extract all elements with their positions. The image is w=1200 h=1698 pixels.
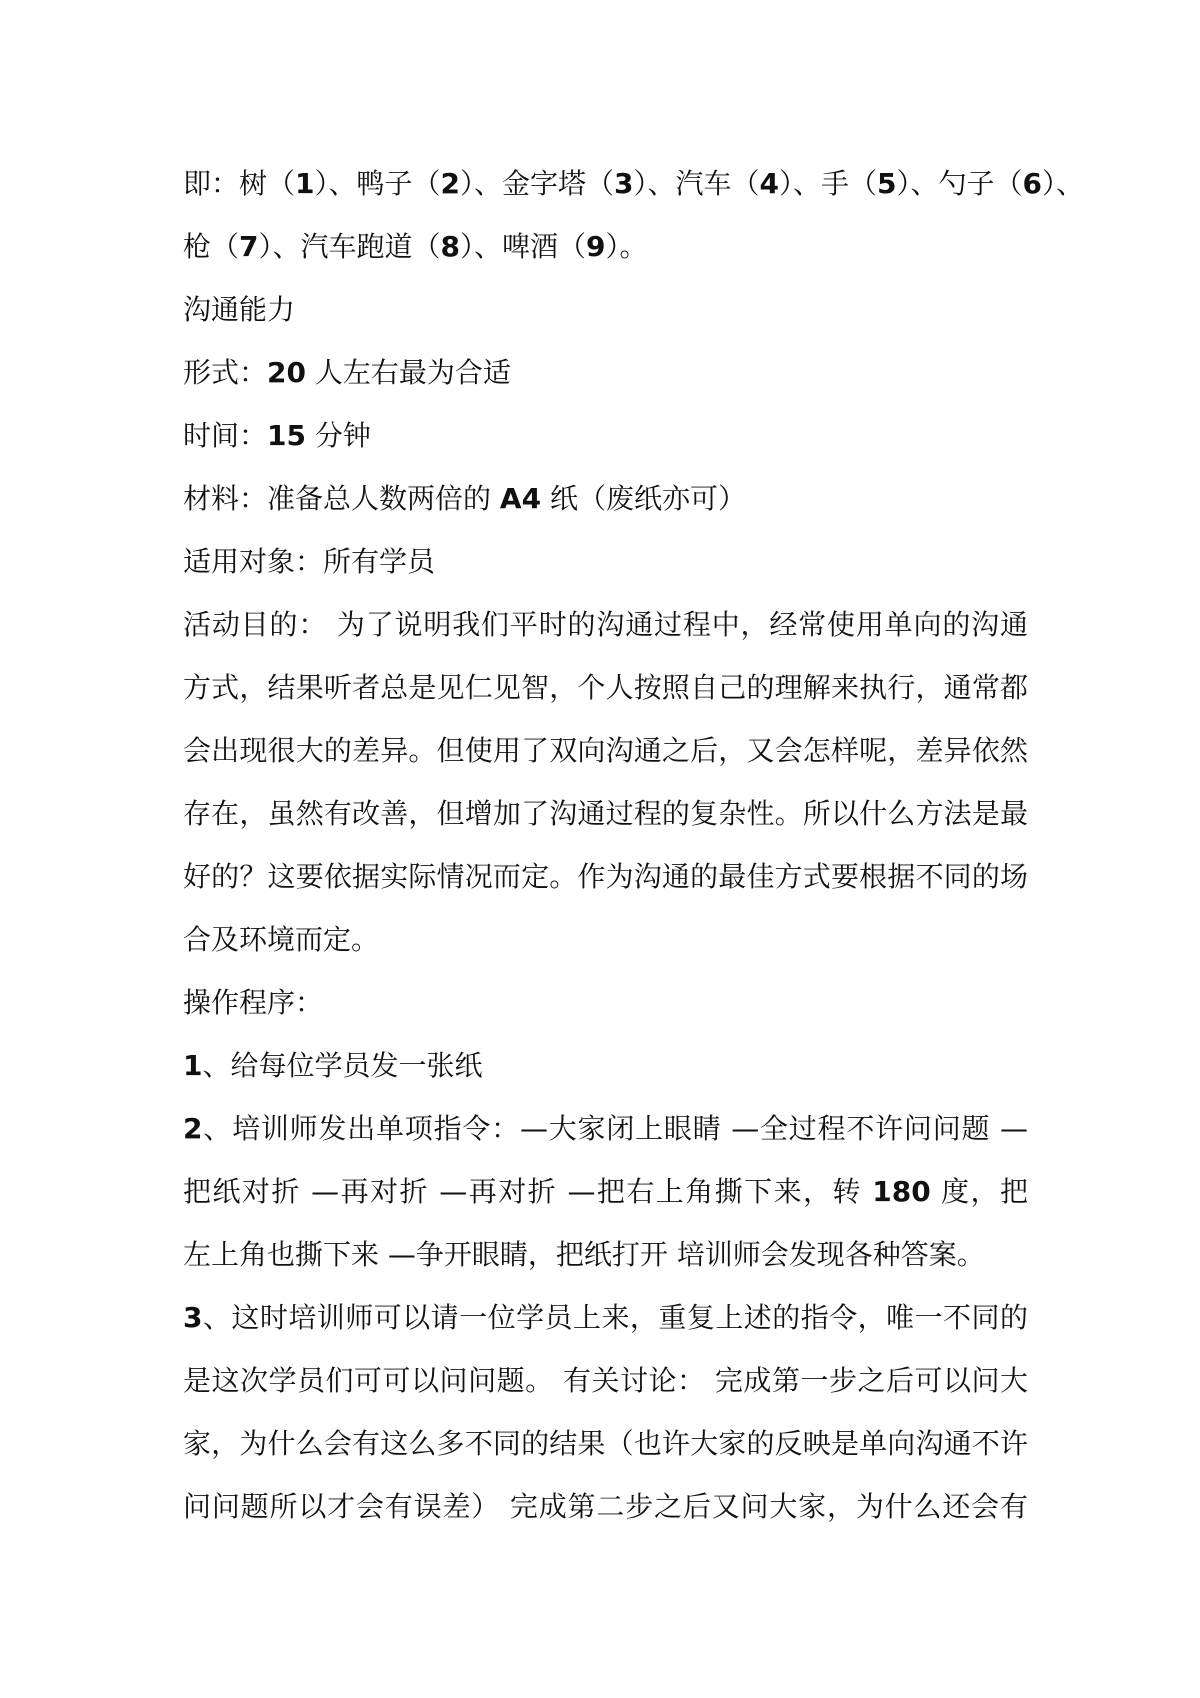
text-run: 沟通能力: [183, 293, 296, 326]
text-run: 分钟: [305, 419, 371, 452]
text-run: A4: [499, 482, 542, 515]
text-run: 20: [267, 356, 306, 389]
text-run: 2: [183, 1112, 203, 1145]
text-run: 3: [614, 167, 634, 200]
text-run: 、给每位学员发一张纸: [202, 1049, 483, 1082]
step-2-line-2: [183, 1160, 1028, 1223]
enumeration-line-1: [183, 152, 1085, 215]
enumeration-line-2: [183, 215, 1028, 278]
text-run: 材料：准备总人数两倍的: [183, 482, 500, 515]
materials-line: [183, 467, 1028, 530]
text-run: 问问题所以才会有误差） 完成第二步之后又问大家，为什么还会有: [183, 1490, 1028, 1523]
purpose-line-4: [183, 782, 1028, 845]
text-run: 度，把: [930, 1175, 1028, 1208]
text-run: 存在，虽然有改善，但增加了沟通过程的复杂性。所以什么方法是最: [183, 797, 1028, 830]
purpose-line-2: [183, 656, 1028, 719]
step-2-line-1: [183, 1097, 1028, 1160]
text-run: 、培训师发出单项指令：—大家闭上眼睛 —全过程不许问问题 —: [202, 1112, 1028, 1145]
step-2-line-3: [183, 1223, 1028, 1286]
purpose-line-3: [183, 719, 1028, 782]
text-run: 7: [239, 230, 259, 263]
text-run: ）、勺子（: [896, 167, 1023, 200]
text-run: 左上角也撕下来 —争开眼睛，把纸打开 培训师会发现各种答案。: [183, 1238, 985, 1271]
text-run: ）、汽车跑道（: [258, 230, 441, 263]
text-run: ）、金字塔（: [460, 167, 615, 200]
text-run: ）、鸭子（: [314, 167, 441, 200]
text-run: 8: [440, 230, 460, 263]
text-run: 会出现很大的差异。但使用了双向沟通之后，又会怎样呢，差异依然: [183, 734, 1028, 767]
text-run: 1: [295, 167, 315, 200]
text-run: 形式：: [183, 356, 268, 389]
text-run: 3: [183, 1301, 203, 1334]
text-run: 把纸对折 —再对折 —再对折 —把右上角撕下来，转: [183, 1175, 873, 1208]
step-3-line-2: [183, 1349, 1028, 1412]
text-run: 适用对象：所有学员: [183, 545, 436, 578]
section-title: [183, 278, 1028, 341]
text-run: ）、啤酒（: [460, 230, 587, 263]
text-run: 15: [267, 419, 306, 452]
text-run: 、这时培训师可以请一位学员上来，重复上述的指令，唯一不同的: [202, 1301, 1028, 1334]
text-run: 6: [1022, 167, 1042, 200]
purpose-line-5: [183, 845, 1028, 908]
text-run: ）、汽车（: [633, 167, 760, 200]
text-run: 是这次学员们可可以问问题。 有关讨论： 完成第一步之后可以问大: [183, 1364, 1028, 1397]
audience-line: [183, 530, 1028, 593]
text-run: 纸（废纸亦可）: [541, 482, 746, 515]
text-run: 家，为什么会有这么多不同的结果（也许大家的反映是单向沟通不许: [183, 1427, 1028, 1460]
procedure-heading: [183, 971, 1028, 1034]
document-page: [183, 152, 1085, 1538]
step-3-line-1: [183, 1286, 1028, 1349]
text-run: ）。: [605, 230, 648, 263]
text-run: 即：树（: [183, 167, 296, 200]
text-run: 人左右最为合适: [305, 356, 511, 389]
text-run: 时间：: [183, 419, 268, 452]
text-run: 方式，结果听者总是见仁见智，个人按照自己的理解来执行，通常都: [183, 671, 1028, 704]
text-run: 操作程序：: [183, 986, 324, 1019]
purpose-line-6: [183, 908, 1028, 971]
step-1-line: [183, 1034, 1028, 1097]
time-line: [183, 404, 1028, 467]
text-run: 9: [586, 230, 606, 263]
text-run: ）、手（: [779, 167, 878, 200]
text-run: 合及环境而定。: [183, 923, 380, 956]
step-3-line-4: [183, 1475, 1028, 1538]
text-run: 1: [183, 1049, 203, 1082]
text-run: 枪（: [183, 230, 240, 263]
format-line: [183, 341, 1028, 404]
text-run: 2: [440, 167, 460, 200]
purpose-line-1: [183, 593, 1028, 656]
text-run: 4: [759, 167, 779, 200]
text-run: 5: [877, 167, 897, 200]
text-run: ）、: [1042, 167, 1085, 200]
text-run: 180: [872, 1175, 931, 1208]
text-run: 活动目的： 为了说明我们平时的沟通过程中，经常使用单向的沟通: [183, 608, 1028, 641]
text-run: 好的？这要依据实际情况而定。作为沟通的最佳方式要根据不同的场: [183, 860, 1028, 893]
step-3-line-3: [183, 1412, 1028, 1475]
